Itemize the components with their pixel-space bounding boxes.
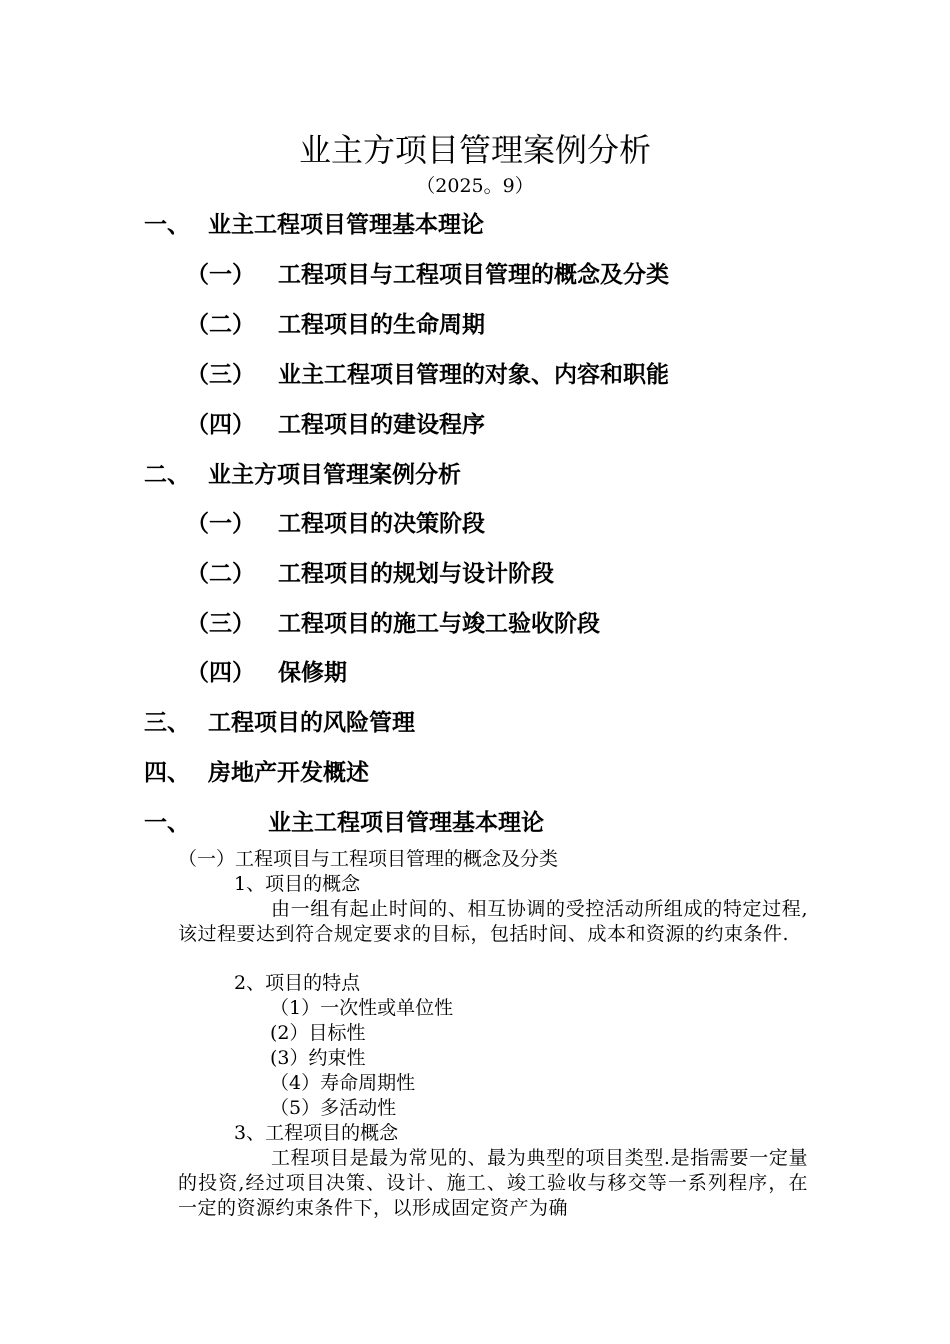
- paragraph: 工程项目是最为常见的、最为典型的项目类型.是指需要一定量的投资,经过项目决策、设计、施工、竣工验收与移交等一系列程序，在一定的资源约束条件下，以形成固定资产为确: [178, 1147, 808, 1219]
- toc-item-number: （二）: [186, 561, 255, 587]
- toc-item-label: 工程项目的决策阶段: [278, 511, 485, 537]
- toc-item: [144, 708, 415, 738]
- section-heading: [144, 808, 544, 838]
- toc-item-number: 一、: [144, 212, 190, 238]
- toc-item-number: （一）: [186, 511, 255, 537]
- toc-item-number: （三）: [186, 362, 255, 388]
- toc-item-label: 工程项目的施工与竣工验收阶段: [278, 611, 600, 637]
- toc-item-label: 工程项目与工程项目管理的概念及分类: [278, 262, 669, 288]
- toc-item-label: 业主方项目管理案例分析: [208, 462, 461, 488]
- section-number: 一、: [144, 810, 190, 836]
- toc-item: [144, 460, 461, 490]
- toc-item: [186, 310, 485, 340]
- toc-item-label: 工程项目的建设程序: [278, 412, 485, 438]
- item-title: 3、工程项目的概念: [234, 1122, 399, 1144]
- toc-item: [186, 410, 485, 440]
- feature-item: (3）约束性: [270, 1047, 366, 1069]
- toc-item-label: 业主工程项目管理基本理论: [208, 212, 484, 238]
- toc-item-number: （四）: [186, 412, 255, 438]
- toc-item: [186, 559, 554, 589]
- toc-item: [186, 658, 347, 688]
- paragraph: 由一组有起止时间的、相互协调的受控活动所组成的特定过程,该过程要达到符合规定要求的目标，包括时间、成本和资源的约束条件.: [178, 898, 808, 945]
- toc-item-number: 三、: [144, 710, 190, 736]
- toc-item: [144, 758, 369, 788]
- toc-item: [186, 260, 669, 290]
- toc-item-label: 工程项目的生命周期: [278, 312, 485, 338]
- toc-item-number: （一）: [186, 262, 255, 288]
- toc-item: [186, 360, 669, 390]
- toc-item-number: 四、: [144, 760, 190, 786]
- feature-item: （1）一次性或单位性: [270, 997, 454, 1019]
- item-title: 2、项目的特点: [234, 972, 361, 994]
- feature-item: （4）寿命周期性: [270, 1072, 416, 1094]
- toc-item-number: （四）: [186, 660, 255, 686]
- toc-item-label: 保修期: [278, 660, 347, 686]
- toc-item: [144, 210, 484, 240]
- feature-item: （5）多活动性: [270, 1097, 397, 1119]
- toc-item-label: 工程项目的风险管理: [208, 710, 415, 736]
- document-title: 业主方项目管理案例分析: [298, 131, 651, 169]
- toc-item-number: （二）: [186, 312, 255, 338]
- toc-item-number: 二、: [144, 462, 190, 488]
- item-title: 1、项目的概念: [234, 873, 361, 895]
- toc-item: [186, 609, 600, 639]
- toc-item-number: （三）: [186, 611, 255, 637]
- feature-item: (2）目标性: [270, 1022, 366, 1044]
- toc-item-label: 业主工程项目管理的对象、内容和职能: [278, 362, 669, 388]
- toc-item-label: 房地产开发概述: [208, 760, 369, 786]
- subsection-heading: （一）工程项目与工程项目管理的概念及分类: [178, 848, 559, 870]
- document-date: （2025。9）: [416, 175, 534, 197]
- toc-item-label: 工程项目的规划与设计阶段: [278, 561, 554, 587]
- section-title: 业主工程项目管理基本理论: [268, 810, 544, 836]
- toc-item: [186, 509, 485, 539]
